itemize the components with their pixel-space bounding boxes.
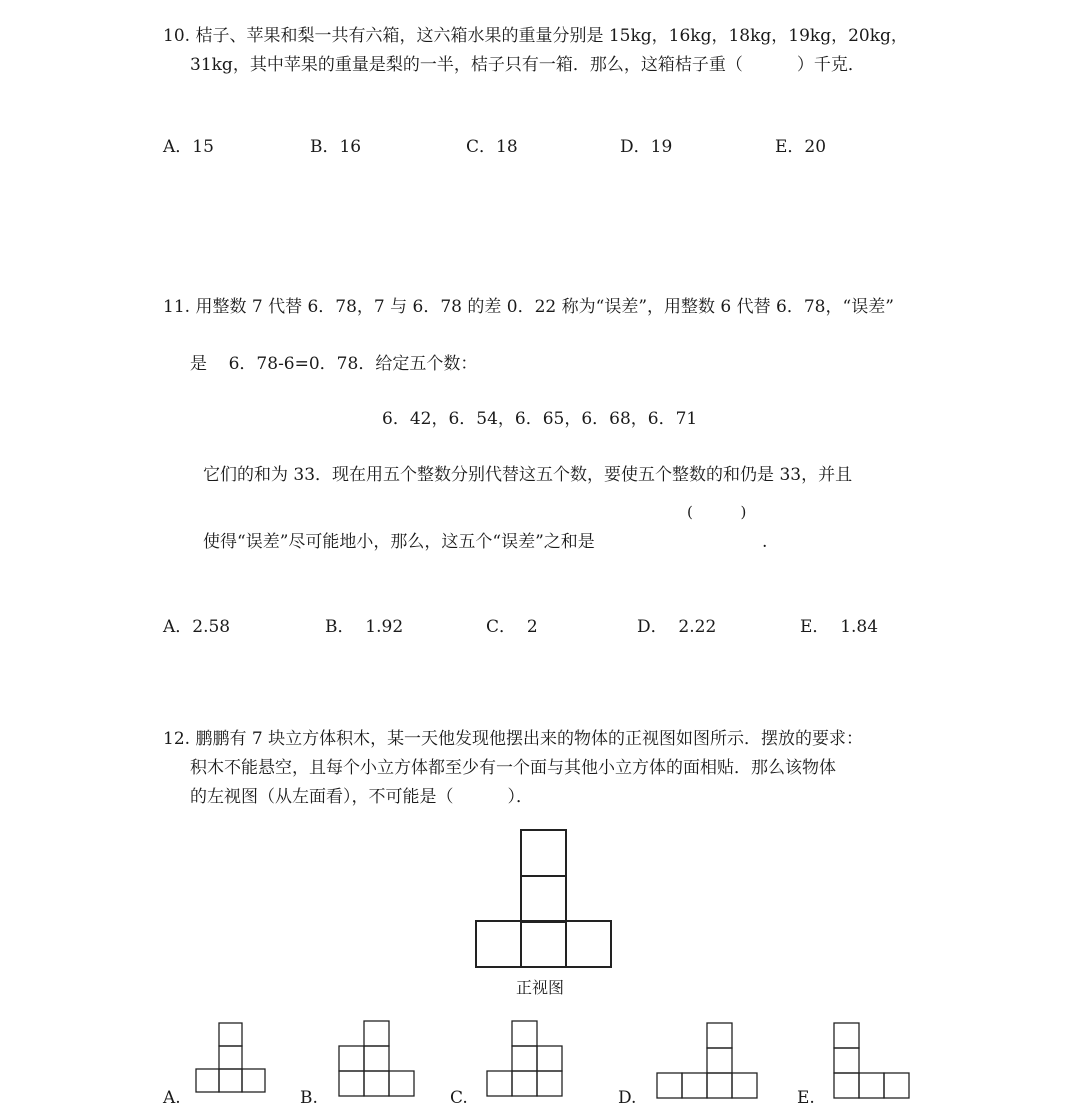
q11-numbers: 6．42，6．54，6．65，6．68，6．71: [382, 409, 698, 429]
q11-answer-paren: ( ): [687, 503, 747, 521]
q12-line-3: 的左视图（从左面看），不可能是（ ）．: [190, 787, 534, 807]
q10-option-c[interactable]: C．18: [466, 137, 518, 157]
q11-period: .: [762, 532, 768, 552]
q11-line-1: 11. 用整数 7 代替 6．78，7 与 6．78 的差 0．22 称为“误差”，用整数 6 代替 6．78，“误差”: [163, 297, 894, 317]
option-d-figure[interactable]: [656, 1022, 760, 1102]
q11-option-b[interactable]: B． 1.92: [325, 617, 404, 637]
option-a-figure[interactable]: [196, 1022, 268, 1094]
q12-option-d[interactable]: D.: [618, 1088, 637, 1108]
q11-option-c[interactable]: C． 2: [486, 617, 538, 637]
q12-line-2: 积木不能悬空，且每个小立方体都至少有一个面与其他小立方体的面相贴．那么该物体: [190, 758, 836, 778]
q11-line-3: 它们的和为 33．现在用五个整数分别代替这五个数，要使五个整数的和仍是 33，并且: [203, 465, 853, 485]
q10-option-b[interactable]: B．16: [310, 137, 362, 157]
option-e-figure[interactable]: [833, 1022, 911, 1102]
q11-line-2: 是 6．78-6=0．78．给定五个数：: [190, 354, 478, 374]
q11-line-4: 使得“误差”尽可能地小，那么，这五个“误差”之和是: [203, 532, 595, 552]
q12-option-a[interactable]: A.: [163, 1088, 181, 1108]
front-view-figure: [474, 828, 614, 970]
q12-option-c[interactable]: C.: [450, 1088, 468, 1108]
option-c-figure[interactable]: [486, 1020, 568, 1102]
q10-option-e[interactable]: E．20: [775, 137, 827, 157]
front-view-caption: 正视图: [516, 978, 565, 997]
q11-option-d[interactable]: D． 2.22: [637, 617, 717, 637]
q10-option-a[interactable]: A．15: [163, 137, 214, 157]
q12-line-1: 12. 鹏鹏有 7 块立方体积木，某一天他发现他摆出来的物体的正视图如图所示．摆放的要求：: [163, 729, 864, 749]
q12-option-b[interactable]: B.: [300, 1088, 318, 1108]
q10-line-1: 10. 桔子、苹果和梨一共有六箱，这六箱水果的重量分别是 15kg，16kg，18kg，19kg，20kg，: [163, 26, 908, 46]
q11-option-a[interactable]: A．2.58: [163, 617, 231, 637]
q11-option-e[interactable]: E． 1.84: [800, 617, 879, 637]
option-b-figure[interactable]: [338, 1020, 420, 1102]
q10-line-2: 31kg，其中苹果的重量是梨的一半，桔子只有一箱．那么，这箱桔子重（ ）千克．: [190, 55, 865, 75]
q12-option-e[interactable]: E.: [797, 1088, 815, 1108]
q10-option-d[interactable]: D．19: [620, 137, 673, 157]
